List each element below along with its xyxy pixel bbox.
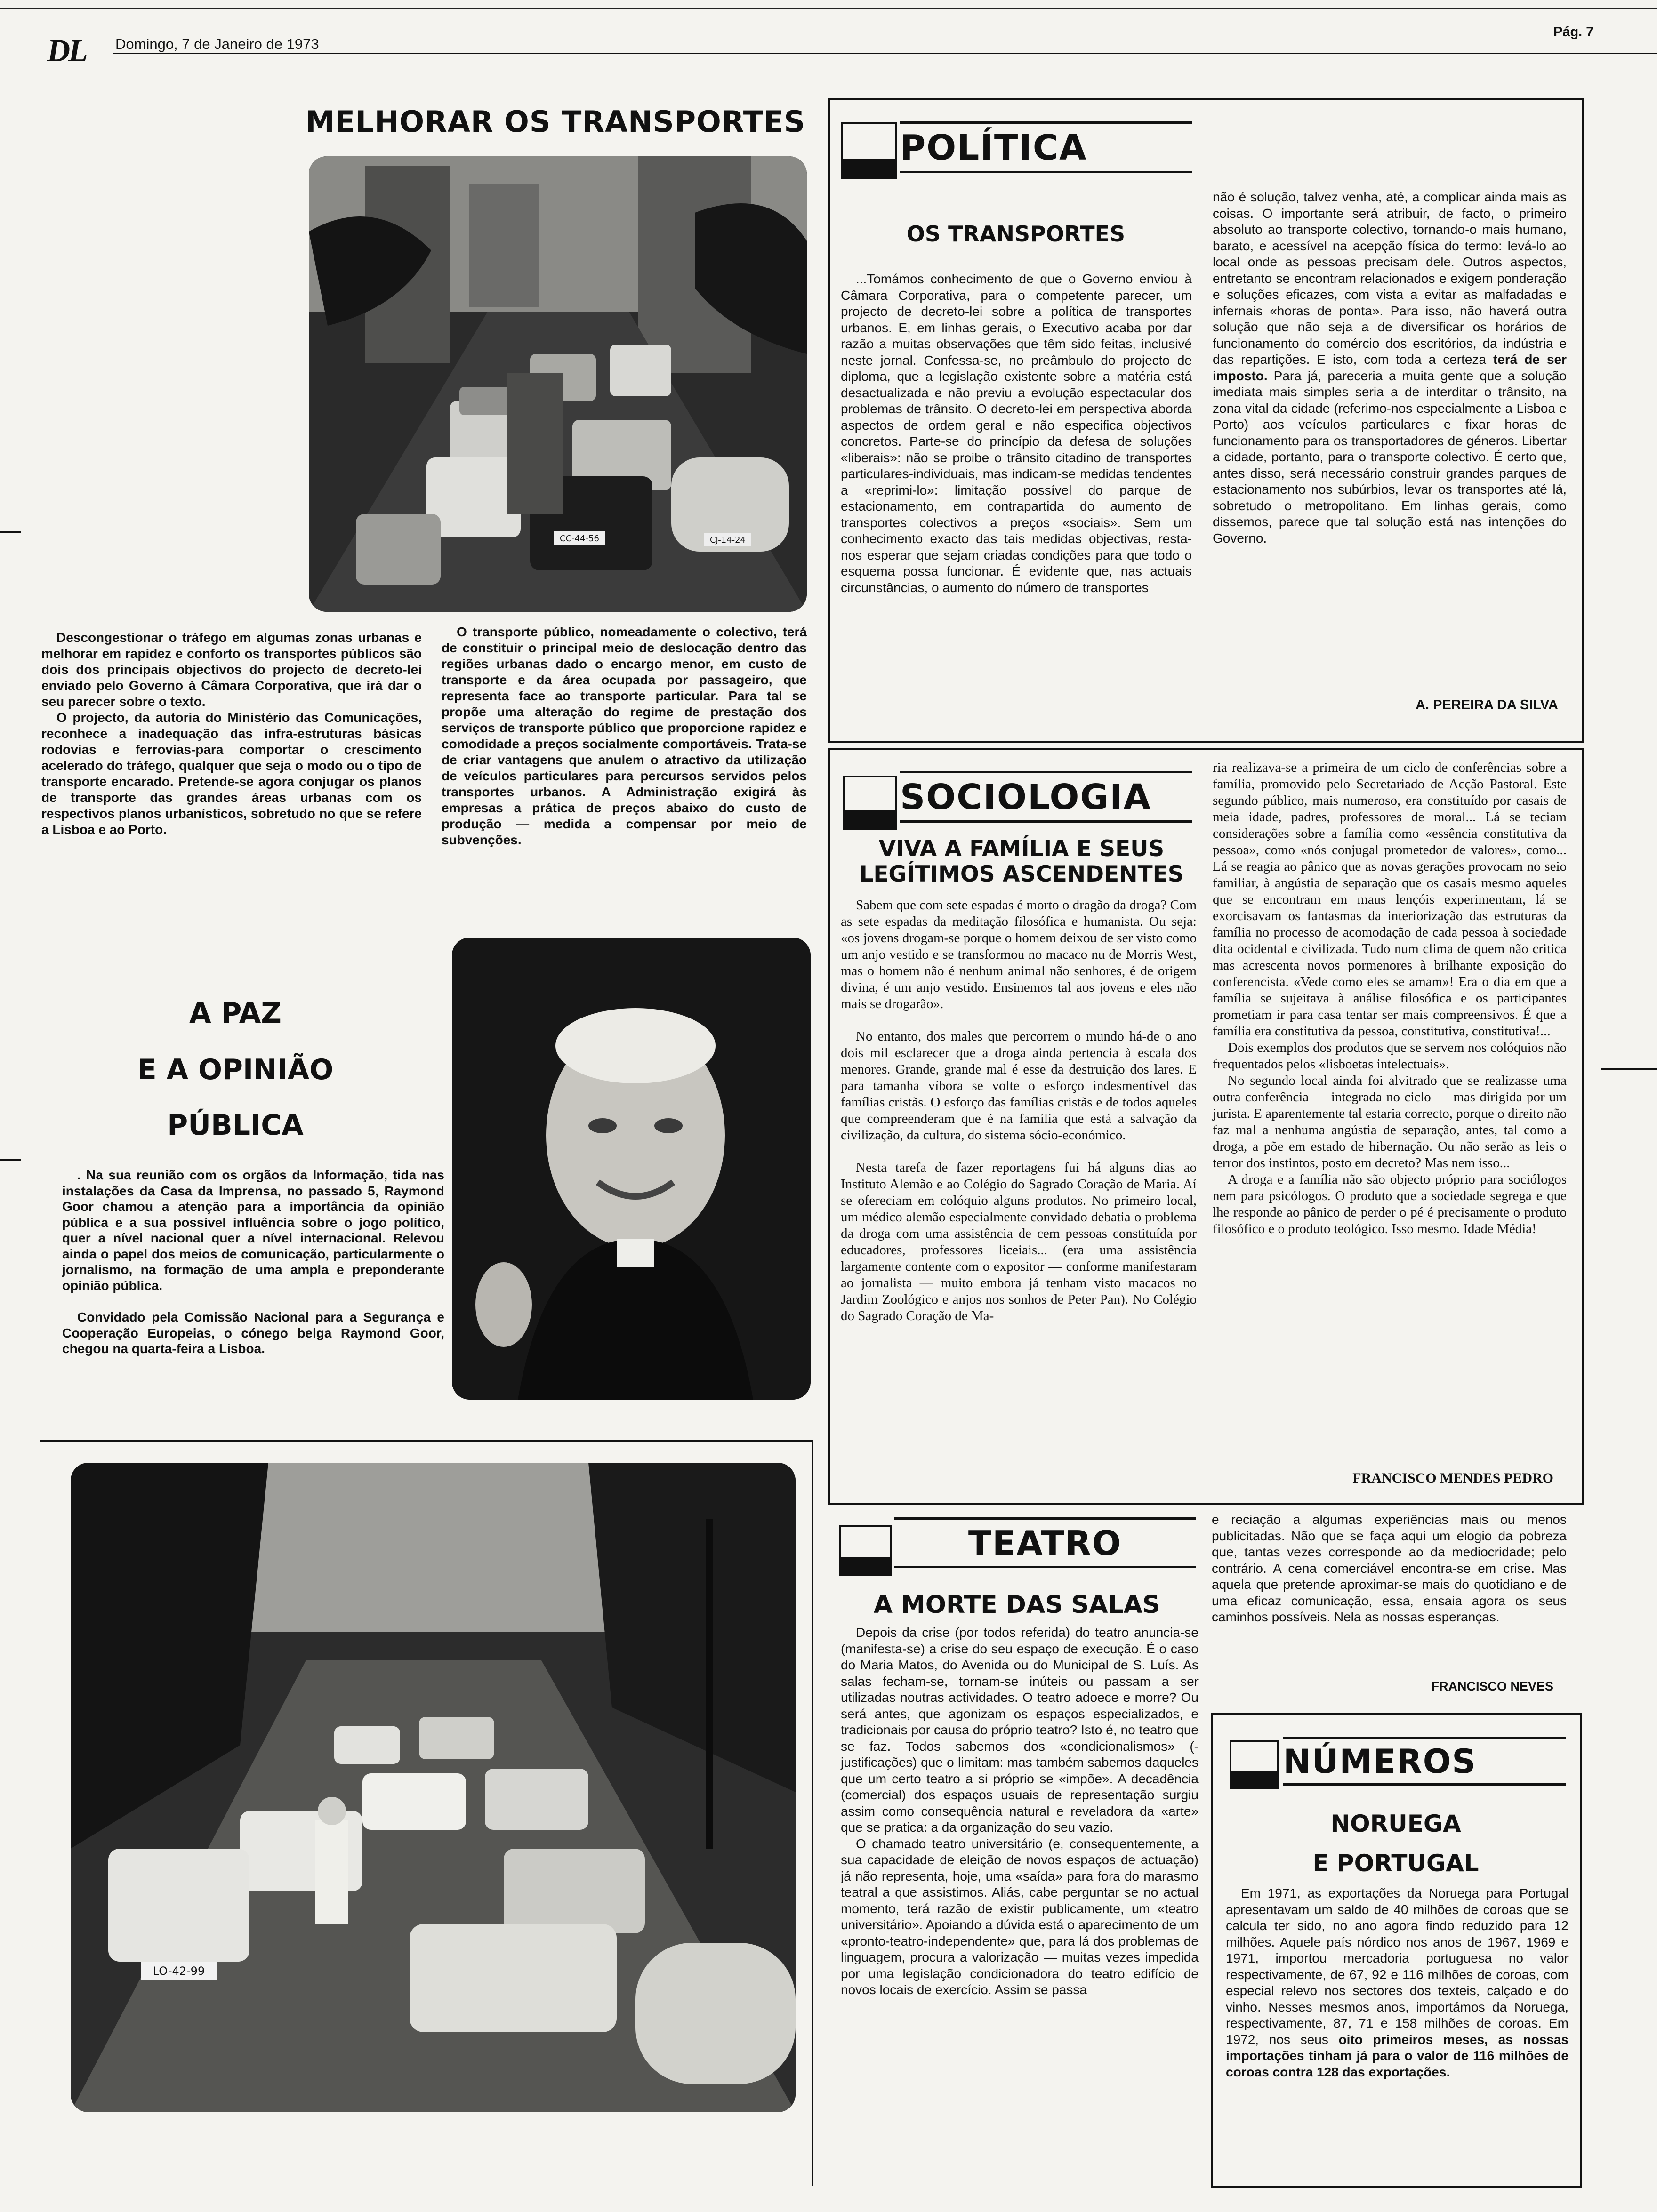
header-rule — [113, 53, 1657, 54]
politica-par-2 — [1213, 189, 1567, 546]
masthead-logo: DL — [47, 32, 86, 68]
politica-text-a: não é solução, talvez venha, até, a complicar ainda mais as coisas. O importante será atribuir, de facto, o primeiro absoluto ao transporte colectivo, tornando-o mais humano, barato, e acessível na acepção física do termo: levá-lo ao local onde as pessoas precisam dele. Outros aspectos, entretanto se encontram relacionados e exigem ponderação e soluções eficazes, com vista a evitar as malfadadas e infernais «horas de ponta». Para isso, não haverá outra solução que não seja a de diversificar os horários de funcionamento do comércio dos escritórios, da indústria e das repartições. E isto, com toda a certeza — [1213, 190, 1567, 367]
sociologia-par-1: Sabem que com sete espadas é morto o dragão da droga? Com as sete espadas da meditação filosófica e humanista. Ou seja: «os jovens drogam-se porque o homem deixou de ser visto como um anjo vestido e se transformou no macaco nu de Morris West, mas o homem não é nenhum animal não senhores, é de origem divina, é um anjo vestido. Ensinemos tal aos jovens e eles não mais se drogarão». — [841, 898, 1197, 1011]
teatro-par-2: O chamado teatro universitário (e, consequentemente, a sua capacidade de eleição de novos espaços de actuação) já não representa, hoje, uma «saída» para fora do marasmo teatral a que assistimos. Aliás, cabe perguntar se no actual momento, terá razão de existir publicamente, um «teatro universitário». Apoiando a dúvida está o aparecimento de um «pronto-teatro-independente» que, para lá dos problemas de linguagem, procura a valorização — muitas vezes impedida por uma legislação condicionadora do teatro edifício de novos locais de exercício. Assim se passa — [841, 1836, 1199, 1997]
header-date: Domingo, 7 de Janeiro de 1973 — [115, 36, 319, 52]
traffic-street-photo — [309, 156, 807, 612]
politica-text-b: Para já, pareceria a muita gente que a solução imediata mais simples seria a de interditar o trânsito, na zona vital da cidade (referimo-nos especialmente a Lisboa e Porto) aos veículos particulares e fixar horas de funcionamento para os transportadores de géneros. Libertar a cidade, portanto, para o transporte colectivo. É certo que, antes disso, será necessário construir grandes parques de estacionamento nos subúrbios, levar os transportes até lá, sobretudo o metropolitano. Em linhas gerais, como dissemos, parece que tal solução está nas intenções do Governo. — [1213, 368, 1567, 545]
transportes-col-1 — [41, 630, 422, 838]
sociologia-par-5: Dois exemplos dos produtos que se servem nos colóquios não frequentados pelos «lisboetas intelectuais». — [1213, 1040, 1567, 1072]
transportes-par-3: O transporte público, nomeadamente o colectivo, terá de constituir o principal meio de deslocação dentro das regiões urbanas dado o encargo menor, em custo de transporte e da área ocupada por passageiro, que representa face ao transporte particular. Para tal se propõe uma alteração do regime de prestação dos serviços de transporte público que proporcione rapidez e comodidade a preços socialmente comportáveis. Trata-se de criar vantagens que anulem o atractivo da utilização de veículos particulares para percursos servidos pelos transportes urbanos. A Administração exigirá às empresas a prática de preços abaixo do custo de produção — medida a compensar por meio de subvenções. — [442, 625, 807, 847]
numeros-text-bold: oito primeiros meses, as nossas importações tinham já para o valor de 116 milhões de coroas contra 128 das exportações. — [1226, 2032, 1569, 2079]
teatro-headline: A MORTE DAS SALAS — [873, 1591, 1160, 1619]
sociologia-par-7: A droga e a família não são objecto próprio para sociólogos nem para psicólogos. O produto que a sociedade segrega e que lhe responde ao pânico de perder o pé é precisamente o produto filosófico e o produto teológico. Isso mesmo. Idade Média! — [1213, 1172, 1567, 1236]
priest-portrait-photo — [452, 938, 811, 1400]
margin-mark-left-2 — [0, 1159, 21, 1161]
traffic-policeman-image — [71, 1463, 796, 2112]
page-top-rule — [0, 8, 1657, 9]
numeros-body — [1226, 1885, 1569, 2080]
politica-section-title: POLÍTICA — [900, 121, 1192, 173]
paz-par-1: . Na sua reunião com os orgãos da Informação, tida nas instalações da Casa da Imprensa, no passado 5, Raymond Goor chamou a atenção para a importância da opinião pública e a sua possível influência sobre o jogo político, quer a nível nacional quer a nível internacional. Relevou ainda o papel dos meios de comunicação, particularmente o jornalismo, na formação de uma ampla e preponderante opinião pública. — [62, 1168, 444, 1293]
sociologia-headline-line-2: LEGÍTIMOS ASCENDENTES — [859, 861, 1184, 887]
paz-title-line-2: E A OPINIÃO — [137, 1053, 334, 1086]
sociologia-col-2 — [1213, 760, 1567, 1237]
margin-rule-right — [1601, 1068, 1657, 1070]
sociologia-headline-line-1: VIVA A FAMÍLIA E SEUS — [878, 836, 1165, 862]
politica-par-1: ...Tomámos conhecimento de que o Governo enviou à Câmara Corporativa, para o competente parecer, um projecto de decreto-lei sobre a política de transportes urbanos. E, em linhas gerais, o Executivo acaba por dar razão a muitas observações que têm sido feitas, inclusivé neste jornal. Confessa-se, no preâmbulo do projecto de diploma, que a legislação existente sobre a matéria está desactualizada e não previu a evolução espectacular dos problemas de trânsito. O decreto-lei em perspectiva aborda aspectos de ordem geral e não especifica objectivos concretos. Parte-se do princípio da defesa de soluções «liberais»: não se proibe o trânsito citadino de transportes particulares-individuais, mas indicam-se medidas tendentes a «reprimi-lo»: limitação possível do parque de estacionamento, em contrapartida do aumento de transportes colectivos a preços «sociais». Sem um conhecimento exacto das tais medidas objectivas, resta-nos esperar que sejam criadas condições para que todo o esquema possa funcionar. É evidente que, nas actuais circunstâncias, o aumento do número de transportes — [841, 272, 1192, 595]
politica-col-1 — [841, 271, 1192, 596]
politica-col-2 — [1213, 189, 1567, 546]
sociologia-section-icon — [843, 776, 897, 830]
teatro-par-3: e reciação a algumas experiências mais ou menos publicitadas. Não que se faça aqui um elogio da pobreza que, tantas vezes corresponde ao da mediocridade; pelo contrário. A cena comerciável encontra-se em crise. Mas aquela que pretende aproximar-se mais do quotidiano e de uma eficaz comunicação, essa, ensaia agora os seus caminhos possíveis. Nela as nossas esperanças. — [1212, 1512, 1567, 1624]
paz-body — [62, 1167, 444, 1357]
plate-text-1: CC-44-56 — [560, 534, 599, 544]
transportes-par-2: O projecto, da autoria do Ministério das Comunicações, reconhece a inadequação das infra-estruturas básicas rodovias e ferrovias-para comportar o crescimento acelerado do tráfego, qualquer que seja o modo ou o tipo de transporte encarado. Pretende-se agora conjugar os planos de transporte das grandes áreas urbanas com os respectivos planos urbanísticos, sobretudo no que se refere a Lisboa e ao Porto. — [41, 710, 422, 837]
sociologia-par-3: Nesta tarefa de fazer reportagens fui há alguns dias ao Instituto Alemão e ao Colégio do Sagrado Coração de Maria. Aí se ofereciam em colóquio alguns produtos. No primeiro local, um médico alemão especialmente convidado debatia o problema da droga com uma assistência de cem pessoas constituída por educadores, professores liceiais... (era uma assistência largamente contente com o expositor — conforme manifestaram ao jornalista — muito embora já tenham visto macacos no Jardim Zoológico e anjos nos sonhos de Peter Pan). No Colégio do Sagrado Coração de Ma- — [841, 1160, 1197, 1323]
politica-headline: OS TRANSPORTES — [906, 221, 1126, 247]
header-page-number: Pág. 7 — [1553, 24, 1594, 40]
sociologia-par-2: No entanto, dos males que percorrem o mundo há-de o ano dois mil esclarecer que a droga ainda pertencia à escala dos menores. Grande, grande mal é esse da destruição dos lares. E para tamanha víbora se volte o esforço indesmentível das famílias cristãs. O esforço das famílias cristãs e de todos aqueles que compreenderam que é na família que está a salvação da civilização, da cultura, do sistema sócio-económico. — [841, 1029, 1197, 1143]
traffic-street-image — [309, 156, 807, 612]
paz-par-2: Convidado pela Comissão Nacional para a Segurança e Cooperação Europeias, o cónego belga Raymond Goor, chegou na quarta-feira a Lisboa. — [62, 1310, 444, 1356]
traffic-policeman-photo — [71, 1463, 796, 2112]
teatro-col-1 — [841, 1625, 1199, 1998]
transportes-par-1: Descongestionar o tráfego em algumas zonas urbanas e melhorar em rapidez e conforto os transportes públicos são dois dos principais objectivos do projecto de decreto-lei enviado pelo Governo à Câmara Corporativa, que irá dar o seu parecer sobre o texto. — [41, 630, 422, 709]
sociologia-signature: FRANCISCO MENDES PEDRO — [1352, 1470, 1553, 1486]
teatro-col-2 — [1212, 1512, 1567, 1626]
teatro-par-1: Depois da crise (por todos referida) do teatro anuncia-se (manifesta-se) a crise do seu espaço de execução. É o caso do Maria Matos, do Avenida ou do Municipal de S. Luís. As salas fecham-se, tornam-se inúteis ou passam a ser utilizadas noutras actividades. O teatro adoece e morre? Ou será antes, que agonizam os espaços especializados, e tradicionais por causa do próprio teatro? Isto é, no teatro que se faz. Todos sabemos dos «condicionalismos» (-justificações) que o limitam: mas também sabemos daqueles que um certo teatro a si próprio se «impõe». A decadência (comercial) dos espaços usuais de representação surgiu assim como consequência natural e reveladora da «arte» que se pratica: a da organização do seu vazio. — [841, 1625, 1199, 1835]
numeros-section-icon — [1230, 1740, 1279, 1789]
margin-mark-left-1 — [0, 531, 21, 533]
priest-portrait-image — [452, 938, 811, 1400]
sociologia-col-1 — [841, 897, 1197, 1324]
numeros-par-1 — [1226, 1885, 1569, 2080]
paz-title-line-3: PÚBLICA — [167, 1109, 304, 1142]
plate-text-3: LO-42-99 — [153, 1964, 205, 1978]
plate-text-2: CJ-14-24 — [709, 535, 746, 545]
politica-text-bold: terá de ser imposto. — [1213, 352, 1567, 383]
teatro-section-icon — [839, 1525, 892, 1576]
politica-section-icon — [841, 122, 897, 179]
transportes-col-2 — [442, 624, 807, 848]
teatro-section-title: TEATRO — [894, 1517, 1196, 1568]
numeros-headline-line-1: NORUEGA — [1330, 1810, 1461, 1837]
numeros-headline-line-2: E PORTUGAL — [1312, 1850, 1479, 1877]
sociologia-par-4: ria realizava-se a primeira de um ciclo de conferências sobre a família, promovido pelo Secretariado de Acção Pastoral. Este segundo público, mais numeroso, era constituído por casais de meia idade, padres, professores de moral... Lá se teciam considerações sobre a família como «essência constitutiva da pessoa», como «nós conjugal prometedor de valores», como... Lá se reagia ao pânico que as novas gerações provocam no seio familiar, à angústia de separação que os casais mesmo aqueles que se encontram em maus lençóis experimentam, lá se exorcisavam os fantasmas da interiorização das estruturas da família no processo de acomodação de cada pessoa à sociedade dita ocidental e civilizada. Tudo num clima de quem não critica mas acrescenta novos pormenores à brilhante exposição do conferencista. «Vede como eles se amam»! Era o dia em que a família se sujeitava à análise filosófica e os participantes prometiam ir para casa tentar ser mais compreensivos. É que a família era constitutiva da pessoa, constitutiva, constitutiva!... — [1213, 760, 1567, 1039]
numeros-section-title: NÚMEROS — [1283, 1737, 1566, 1786]
teatro-signature: FRANCISCO NEVES — [1431, 1679, 1553, 1693]
sociologia-par-6: No segundo local ainda foi alvitrado que se realizasse uma outra conferência — integrada no ciclo — mas dirigida por um jurista. E aparentemente tal estaria correcto, porque o direito não faz mal a nenhuma angústia de separação, antes, tal como a droga, a põe em estado de hibernação. Ou não serão as leis o terror dos instintos, posto em decreto? Mas nem isso... — [1213, 1073, 1567, 1170]
paz-title-line-1: A PAZ — [189, 997, 282, 1030]
sociologia-section-title: SOCIOLOGIA — [900, 771, 1192, 823]
transportes-title: MELHORAR OS TRANSPORTES — [305, 104, 806, 139]
politica-signature: A. PEREIRA DA SILVA — [1416, 697, 1558, 713]
numeros-text: Em 1971, as exportações da Noruega para Portugal apresentavam um saldo de 40 milhões de coroas que se calcula ter sido, no ano agora findo reduzido para 12 milhões. Aquele país nórdico nos anos de 1967, 1969 e 1971, importou mercadoria portuguesa no valor respectivamente, de 67, 92 e 116 milhões de coroas, com especial relevo nos sectores dos texteis, calçado e do vinho. Nesses mesmos anos, importámos da Noruega, respectivamente, 87, 71 e 158 milhões de coroas. Em 1972, nos seus — [1226, 1886, 1569, 2047]
